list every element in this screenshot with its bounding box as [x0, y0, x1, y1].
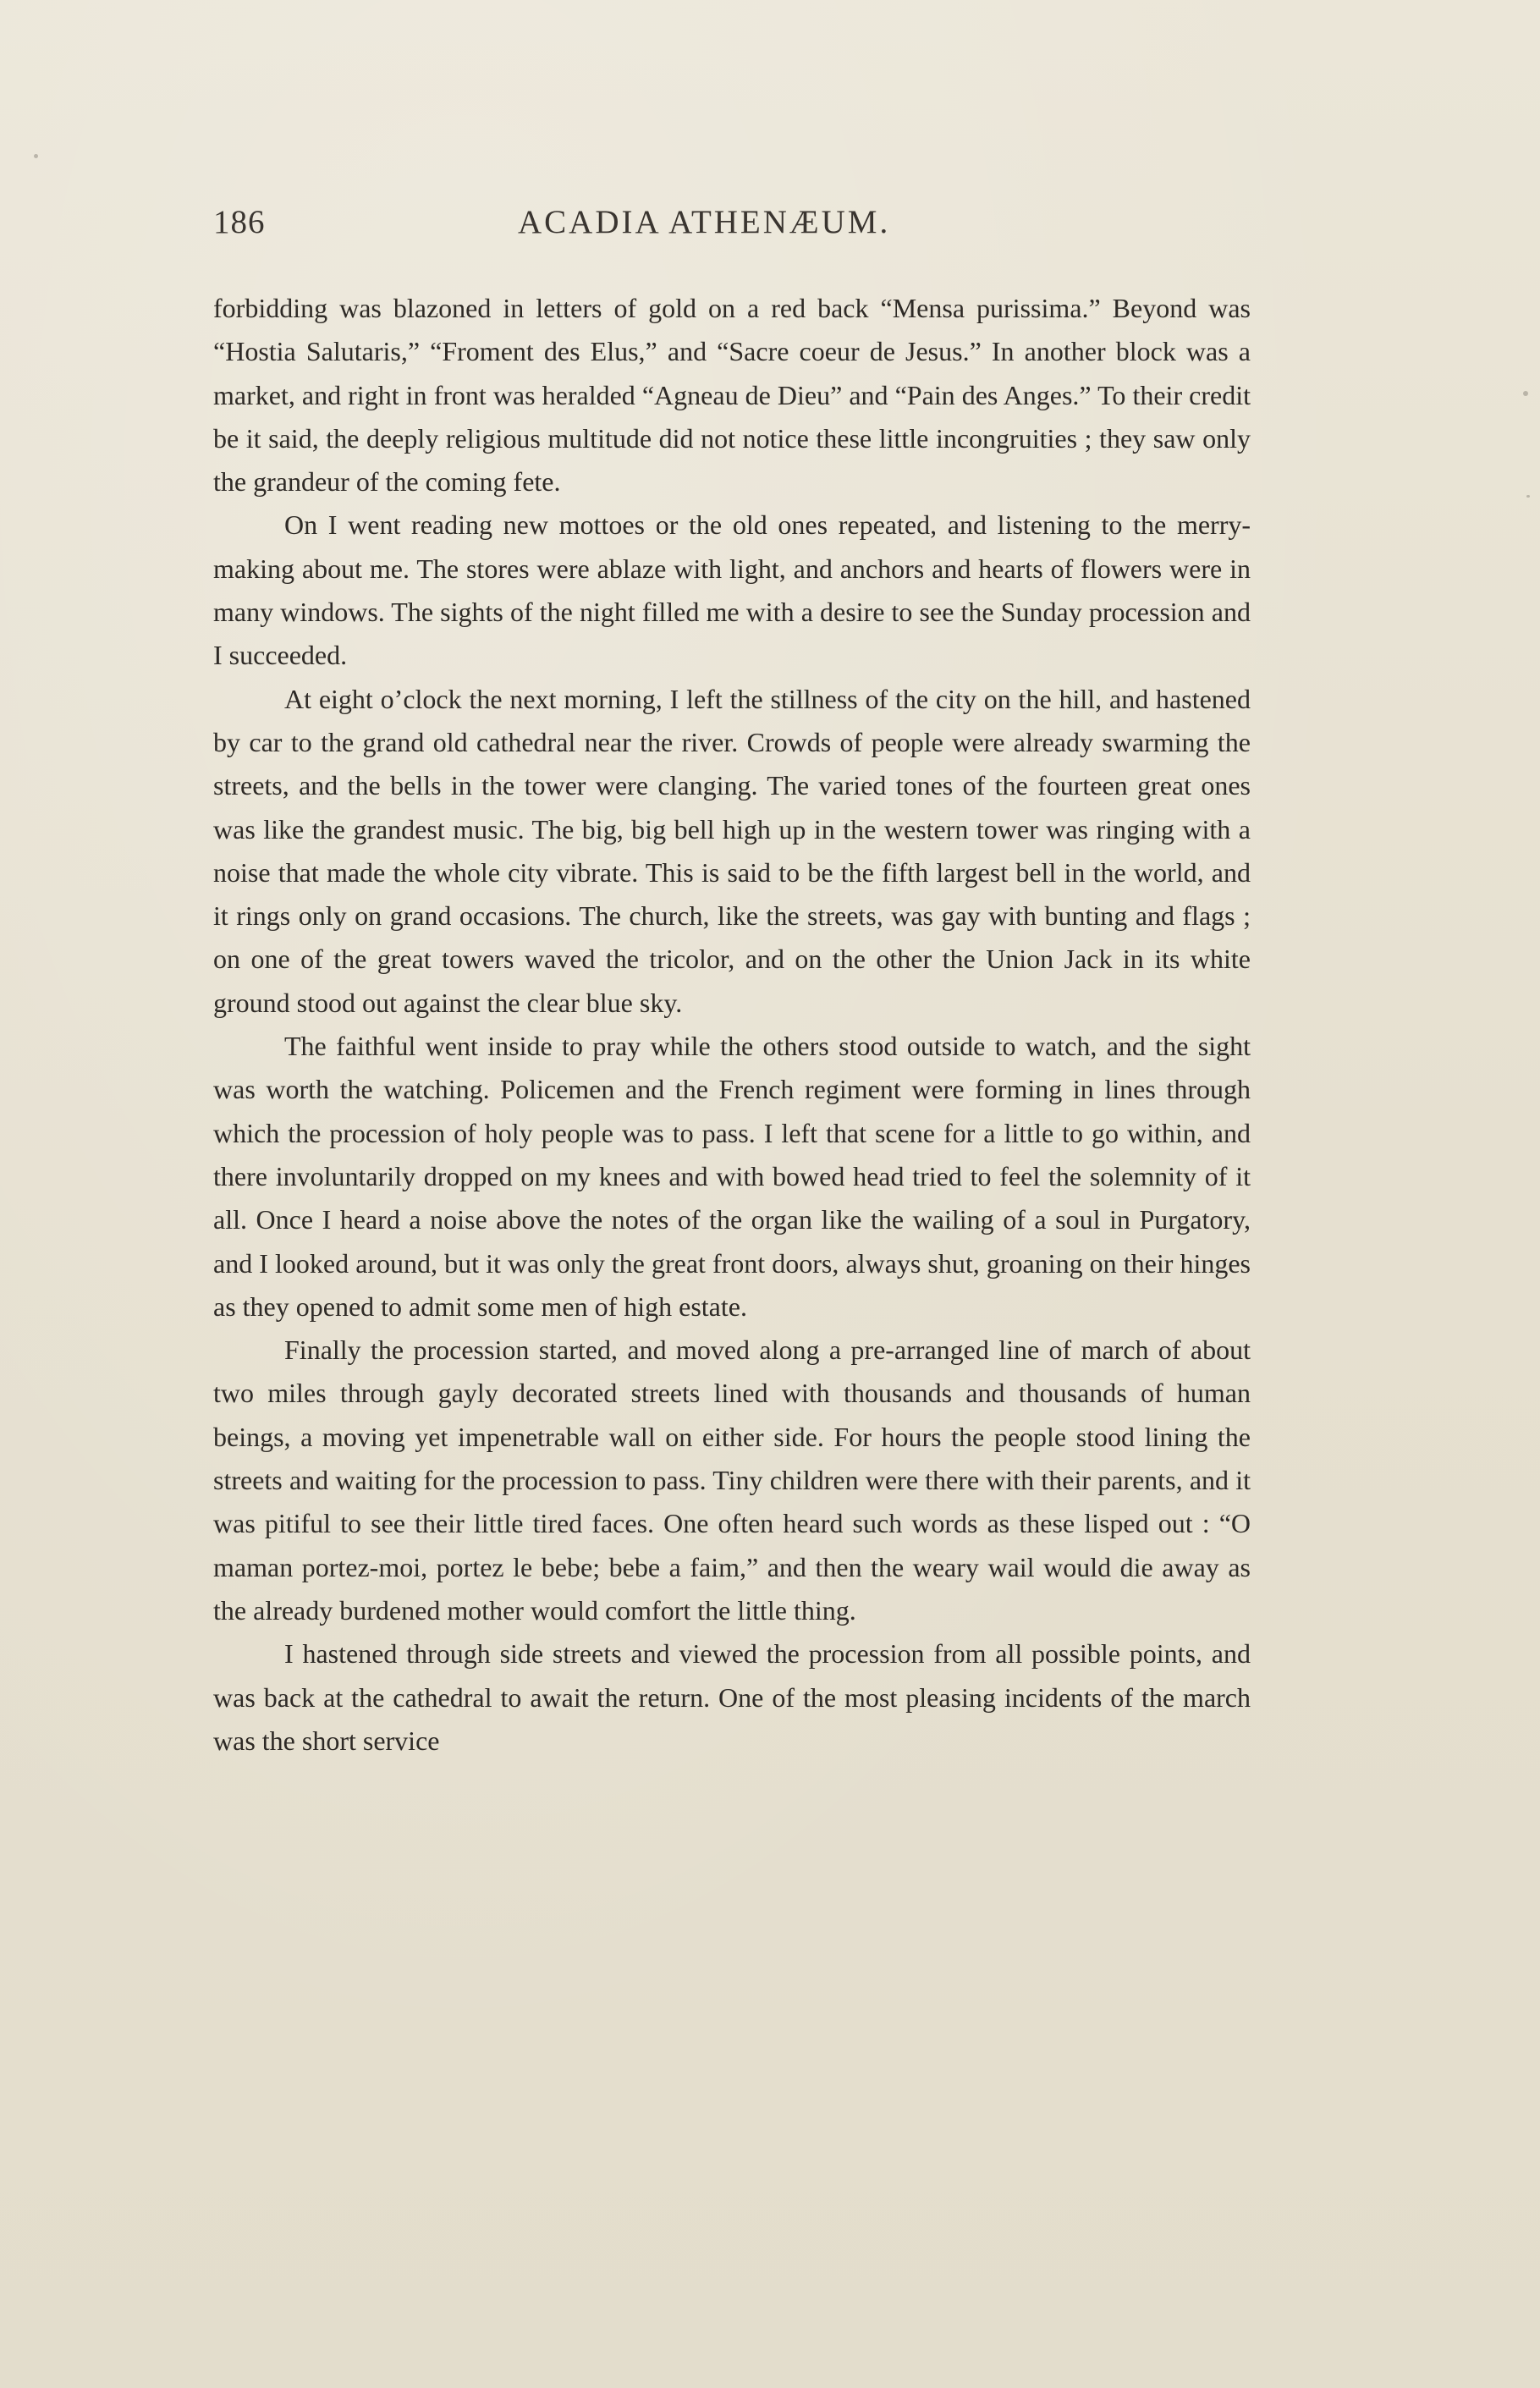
paper-speck: [1526, 495, 1530, 498]
paragraph: At eight o’clock the next morning, I left the stillness of the city on the hill, and hastened by car to the grand old cathedral near the river. Crowds of people were already swarming the streets, and the bells in the tower were clanging. The varied tones of the fourteen great ones was like the grandest music. The big, big bell high up in the western tower was ringing with a noise that made the whole city vibrate. This is said to be the fifth largest bell in the world, and it rings only on grand occasions. The church, like the streets, was gay with bunting and flags ; on one of the great towers waved the tricolor, and on the other the Union Jack in its white ground stood out against the clear blue sky.: [213, 683, 1251, 1018]
paper-speck: [1523, 391, 1528, 396]
page-header: [213, 203, 1266, 254]
paragraph: I hastened through side streets and viewed the procession from all possible points, and was back at the cathedral to await the return. One of the most pleasing incidents of the march was the short service: [213, 1638, 1251, 1756]
paragraph: forbidding was blazoned in letters of gold on a red back “Mensa purissima.” Beyond was “Hostia Salutaris,” “Froment des Elus,” and “Sacre coeur de Jesus.” In another block was a market, and right in front was heralded “Agneau de Dieu” and “Pain des Anges.” To their credit be it said, the deeply religious multitude did not notice these little incongruities ; they saw only the grandeur of the coming fete.: [213, 293, 1251, 498]
paragraph: On I went reading new mottoes or the old ones repeated, and listening to the merry-making about me. The stores were ablaze with light, and anchors and hearts of flowers were in many windows. The sights of the night filled me with a desire to see the Sunday procession and I succeeded.: [213, 509, 1251, 671]
paper-speck: [34, 154, 38, 158]
paragraph: The faithful went inside to pray while the others stood outside to watch, and the sight was worth the watching. Policemen and the French regiment were forming in lines through which the procession of holy people was to pass. I left that scene for a little to go within, and there involuntarily dropped on my knees and with bowed head tried to feel the solemnity of it all. Once I heard a noise above the notes of the organ like the wailing of a soul in Purgatory, and I looked around, but it was only the great front doors, always shut, groaning on their hinges as they opened to admit some men of high estate.: [213, 1031, 1251, 1322]
paragraph: Finally the procession started, and moved along a pre-arranged line of march of about two miles through gayly decorated streets lined with thousands and thousands of human beings, a moving yet impenetrable wall on either side. For hours the people stood lining the streets and waiting for the procession to pass. Tiny children were there with their parents, and it was pitiful to see their little tired faces. One often heard such words as these lisped out : “O maman portez-moi, portez le bebe; bebe a faim,” and then the weary wail would die away as the already burdened mother would comfort the little thing.: [213, 1334, 1251, 1626]
running-title: ACADIA ATHENÆUM.: [518, 204, 891, 240]
page-number: 186: [213, 204, 266, 240]
article-body: [213, 287, 1251, 1763]
